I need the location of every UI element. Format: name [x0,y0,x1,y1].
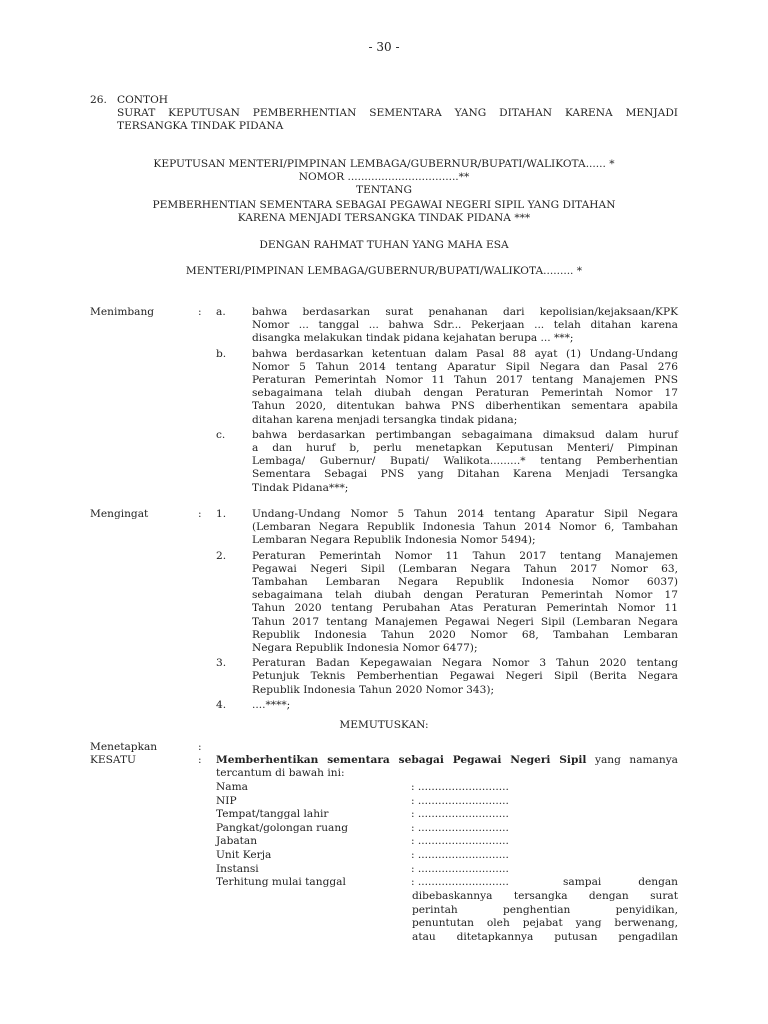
list-item-line: bahwa berdasarkan surat penahanan dari kepolisian/kejaksaan/KPK [252,306,678,318]
kesatu-bold-text: Memberhentikan sementara sebagai Pegawai Negeri Sipil [216,754,587,766]
list-item-line: Republik Indonesia Tahun 2020 Nomor 68, Tambahan Lembaran [252,628,678,641]
list-item-line: Peraturan Pemerintah Nomor 11 Tahun 2017 tentang Manajemen [252,549,678,562]
heading-subject-line: PEMBERHENTIAN SEMENTARA SEBAGAI PEGAWAI NEGERI SIPIL YANG DITAHAN [152,199,616,211]
list-item-line: Undang-Undang Nomor 5 Tahun 2014 tentang Aparatur Sipil Negara [252,508,678,520]
menetapkan-label: Menetapkan [90,741,158,753]
field-value: : ........................... [411,876,509,889]
field-value: : ........................... [411,835,509,848]
field-label: Tempat/tanggal lahir [216,808,329,821]
list-marker: 4. [216,698,227,711]
list-marker: 3. [216,657,227,670]
list-item-line: Lembaran Negara Republik Indonesia Nomor 5494); [252,534,536,547]
continuation-line: penuntutan oleh pejabat yang berwenang, [412,917,678,929]
menimbang-colon: : [198,306,202,318]
field-label: Terhitung mulai tanggal [216,876,346,889]
list-item-line: Tahun 2020, ditentukan bahwa PNS diberhentikan sementara apabila [252,400,678,413]
field-value: : ........................... [411,849,509,861]
list-marker: c. [216,428,226,441]
field-value: : ........................... [411,821,509,834]
list-item-line: Peraturan Pemerintah Nomor 11 Tahun 2017 tentang Manajemen PNS [252,374,678,386]
kesatu-first-line [216,754,678,767]
field-label: Unit Kerja [216,849,272,861]
list-item-line: Republik Indonesia Tahun 2020 Nomor 343); [252,683,495,696]
heading-subject-line: KARENA MENJADI TERSANGKA TINDAK PIDANA *** [237,212,531,224]
field-label: NIP [216,794,237,807]
list-item-line: sebagaimana telah diubah dengan Peraturan Pemerintah Nomor 17 [252,387,678,400]
continuation-line: atau ditetapkannya putusan pengadilan [412,930,678,943]
list-item-line: Negara Republik Indonesia Nomor 6477); [252,642,478,654]
field-label: Nama [216,781,248,793]
list-item-line: Tahun 2020 tentang Perubahan Atas Peraturan Pemerintah Nomor 11 [252,602,678,615]
memutuskan-heading: MEMUTUSKAN: [339,719,429,731]
kesatu-colon: : [198,754,202,766]
mulai-suffix: sampai dengan [563,876,678,888]
field-label: Pangkat/golongan ruang [216,821,348,834]
list-item-line: (Lembaran Negara Republik Indonesia Tahun 2014 Nomor 6, Tambahan [252,521,678,534]
field-value: : ........................... [411,862,509,875]
list-marker: 1. [216,508,227,520]
list-item-line: Petunjuk Teknis Pemberhentian Pegawai Negeri Sipil (Berita Negara [252,670,678,683]
section-number: 26. [90,94,107,106]
heading-keputusan: KEPUTUSAN MENTERI/PIMPINAN LEMBAGA/GUBERNUR/BUPATI/WALIKOTA...... * [153,158,615,170]
kesatu-rest-text: yang namanya [594,754,679,766]
field-label: Jabatan [216,835,258,848]
list-item-line: a dan huruf b, perlu menetapkan Keputusan Menteri/ Pimpinan [252,442,678,454]
list-item-line: ....****; [252,698,291,711]
field-label: Instansi [216,862,259,875]
list-item-line: bahwa berdasarkan ketentuan dalam Pasal 88 ayat (1) Undang-Undang [252,347,678,360]
list-marker: 2. [216,549,227,562]
mengingat-colon: : [198,508,202,520]
list-item-line: Lembaga/ Gubernur/ Bupati/ Walikota.........* tentang Pemberhentian [252,455,678,468]
continuation-line: perintah penghentian penyidikan, [412,903,678,916]
list-item-line: ditahan karena menjadi tersangka tindak pidana; [252,413,518,426]
list-item-line: Tindak Pidana***; [252,481,349,494]
continuation-line: dibebaskannya tersangka dengan surat [412,890,678,902]
heading-menteri: MENTERI/PIMPINAN LEMBAGA/GUBERNUR/BUPATI/WALIKOTA......... * [185,265,583,277]
heading-tentang: TENTANG [356,184,412,196]
list-marker: b. [216,347,227,360]
list-item-line: Nomor ... tanggal ... bahwa Sdr... Pekerjaan ... telah ditahan karena [252,319,678,332]
mengingat-label: Mengingat [90,508,149,520]
section-title-line: SURAT KEPUTUSAN PEMBERHENTIAN SEMENTARA YANG DITAHAN KARENA MENJADI [117,107,678,119]
list-item-line: Nomor 5 Tahun 2014 tentang Aparatur Sipil Negara dan Pasal 276 [252,360,678,373]
menimbang-label: Menimbang [90,306,155,318]
kesatu-second-line: tercantum di bawah ini: [216,767,345,779]
list-marker: a. [216,306,226,318]
field-value: : ........................... [411,794,509,807]
menetapkan-colon: : [198,741,202,753]
field-value: : ........................... [411,808,509,821]
list-item-line: Pegawai Negeri Sipil (Lembaran Negara Tahun 2017 Nomor 63, [252,562,678,575]
list-item-line: disangka melakukan tindak pidana kejahatan berupa ... ***; [252,332,574,345]
section-label: CONTOH [117,94,169,106]
heading-rahmat: DENGAN RAHMAT TUHAN YANG MAHA ESA [259,239,509,251]
page-number: - 30 - [368,40,400,54]
section-title-line: TERSANGKA TINDAK PIDANA [117,120,284,132]
list-item-line: bahwa berdasarkan pertimbangan sebagaimana dimaksud dalam huruf [252,428,678,441]
heading-nomor: NOMOR .................................** [298,171,470,183]
field-value: : ........................... [411,781,509,793]
list-item-line: Tambahan Lembaran Negara Republik Indonesia Nomor 6037) [252,576,678,588]
kesatu-label: KESATU [90,754,136,766]
list-item-line: Peraturan Badan Kepegawaian Negara Nomor 3 Tahun 2020 tentang [252,657,678,670]
list-item-line: Sementara Sebagai PNS yang Ditahan Karena Menjadi Tersangka [252,468,678,481]
list-item-line: Tahun 2017 tentang Manajemen Pegawai Negeri Sipil (Lembaran Negara [252,615,678,628]
list-item-line: sebagaimana telah diubah dengan Peraturan Pemerintah Nomor 17 [252,589,678,602]
